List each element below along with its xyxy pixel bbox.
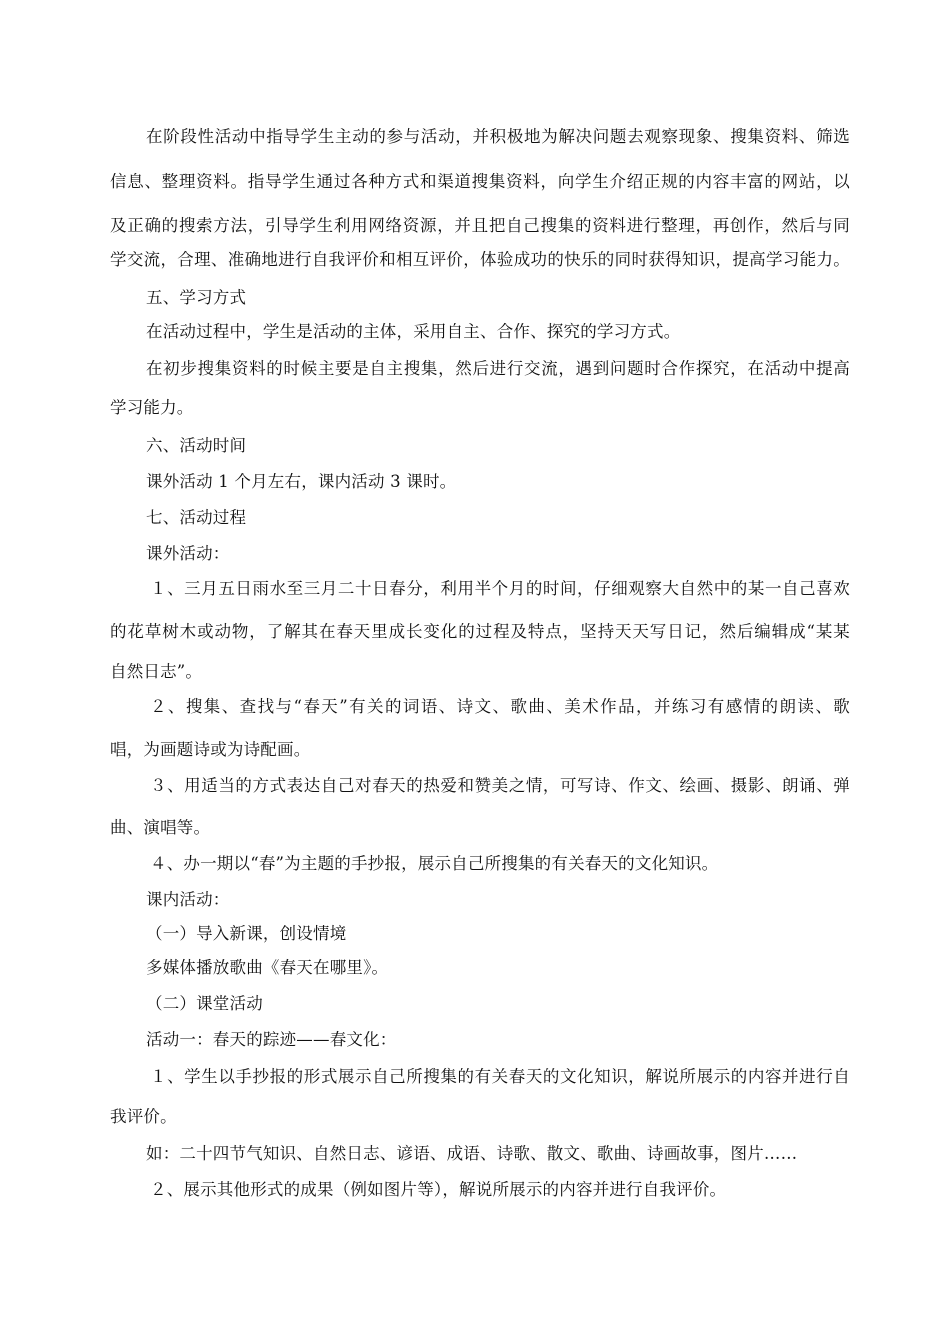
paragraph-line: 及正确的搜索方法，引导学生利用网络资源，并且把自己搜集的资料进行整理，再创作，然后与同 xyxy=(110,216,850,235)
paragraph-line: 在活动过程中，学生是活动的主体，采用自主、合作、探究的学习方式。 xyxy=(146,322,681,341)
list-item-line: 唱，为画题诗或为诗配画。 xyxy=(110,740,311,759)
paragraph-line: 如：二十四节气知识、自然日志、谚语、成语、诗歌、散文、歌曲、诗画故事，图片…… xyxy=(146,1144,798,1163)
list-item-line: １、学生以手抄报的形式展示自己所搜集的有关春天的文化知识，解说所展示的内容并进行自 xyxy=(150,1067,850,1086)
paragraph-line: 活动一：春天的踪迹——春文化： xyxy=(146,1030,397,1049)
list-item-line: ２、展示其他形式的成果（例如图片等），解说所展示的内容并进行自我评价。 xyxy=(150,1180,727,1199)
list-item-line: 自然日志”。 xyxy=(110,662,203,681)
section-heading: 七、活动过程 xyxy=(146,508,247,527)
paragraph-line: 学交流，合理、准确地进行自我评价和相互评价，体验成功的快乐的同时获得知识，提高学习能力。 xyxy=(110,250,850,269)
paragraph-line: 多媒体播放歌曲《春天在哪里》。 xyxy=(146,958,389,977)
paragraph-line: 在初步搜集资料的时候主要是自主搜集，然后进行交流，遇到问题时合作探究，在活动中提高 xyxy=(146,359,850,378)
paragraph-line: 学习能力。 xyxy=(110,398,194,417)
paragraph-line: 课外活动 1 个月左右，课内活动 3 课时。 xyxy=(146,472,457,491)
list-item-line: ３、用适当的方式表达自己对春天的热爱和赞美之情，可写诗、作文、绘画、摄影、朗诵、弹 xyxy=(150,776,850,795)
list-item-line: 曲、演唱等。 xyxy=(110,818,211,837)
subsection-heading: （二）课堂活动 xyxy=(146,994,263,1013)
section-heading: 五、学习方式 xyxy=(146,288,247,307)
paragraph-line: 信息、整理资料。指导学生通过各种方式和渠道搜集资料，向学生介绍正规的内容丰富的网站，以 xyxy=(110,172,850,191)
list-item-line: １、三月五日雨水至三月二十日春分，利用半个月的时间，仔细观察大自然中的某一自己喜欢 xyxy=(150,579,850,598)
paragraph-line: 课内活动： xyxy=(146,890,230,909)
list-item-line: 我评价。 xyxy=(110,1107,177,1126)
list-item-line: ２、搜集、查找与“春天”有关的词语、诗文、歌曲、美术作品，并练习有感情的朗读、歌 xyxy=(150,697,850,716)
list-item-line: ４、办一期以“春”为主题的手抄报，展示自己所搜集的有关春天的文化知识。 xyxy=(150,854,719,873)
list-item-line: 的花草树木或动物，了解其在春天里成长变化的过程及特点，坚持天天写日记，然后编辑成“某某 xyxy=(110,622,850,641)
section-heading: 六、活动时间 xyxy=(146,436,247,455)
subsection-heading: （一）导入新课，创设情境 xyxy=(146,924,347,943)
paragraph-line: 在阶段性活动中指导学生主动的参与活动，并积极地为解决问题去观察现象、搜集资料、筛选 xyxy=(146,127,850,146)
paragraph-line: 课外活动： xyxy=(146,544,230,563)
